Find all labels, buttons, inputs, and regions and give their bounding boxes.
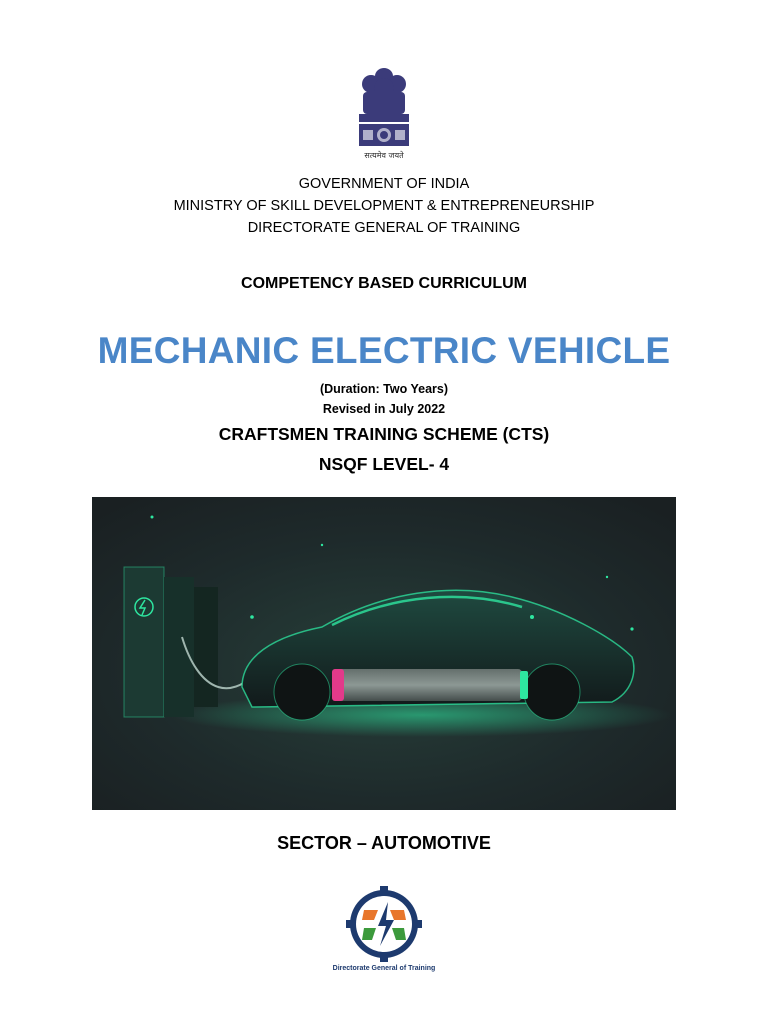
battery-icon <box>332 669 528 701</box>
electric-vehicle-illustration <box>92 497 676 810</box>
duration-text: (Duration: Two Years) <box>319 382 449 396</box>
curriculum-label: COMPETENCY BASED CURRICULUM <box>241 275 527 292</box>
emblem-motto: सत्यमेव जयते <box>364 151 404 160</box>
revised-date: Revised in July 2022 <box>322 402 446 416</box>
dgt-logo-icon <box>331 886 437 976</box>
trade-title: MECHANIC ELECTRIC VEHICLE <box>97 330 671 371</box>
org-line-directorate: DIRECTORATE GENERAL OF TRAINING <box>247 220 521 236</box>
org-line-government: GOVERNMENT OF INDIA <box>298 176 470 192</box>
dgt-logo-caption: Directorate General of Training <box>332 965 436 972</box>
organization-block <box>0 173 768 239</box>
nsqf-level: NSQF LEVEL- 4 <box>318 454 450 474</box>
sector-label: SECTOR – AUTOMOTIVE <box>277 833 491 853</box>
scheme-title: CRAFTSMEN TRAINING SCHEME (CTS) <box>218 424 550 444</box>
national-emblem-icon <box>349 66 419 162</box>
org-line-ministry: MINISTRY OF SKILL DEVELOPMENT & ENTREPRENEURSHIP <box>173 198 595 214</box>
